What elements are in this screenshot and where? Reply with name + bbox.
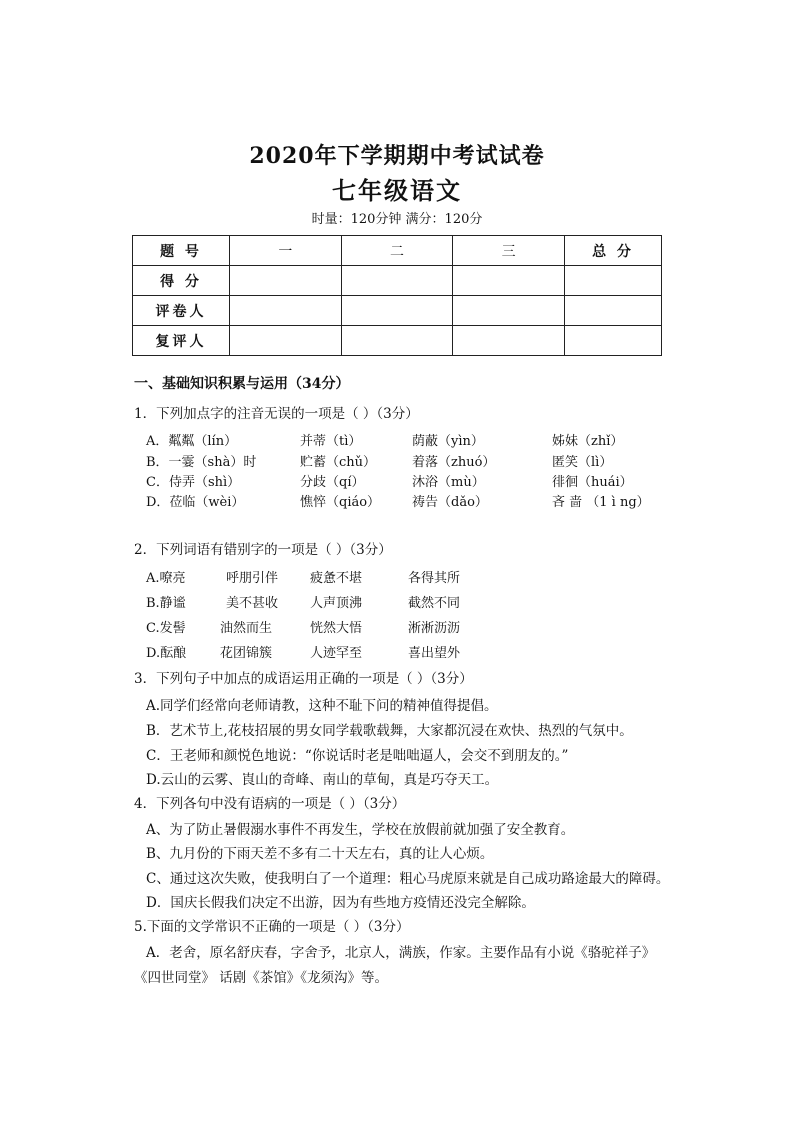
score-cell bbox=[230, 266, 342, 296]
q5-option: A．老舍，原名舒庆春，字舍予，北京人，满族，作家。主要作品有小说《骆驼祥子》 bbox=[146, 945, 656, 961]
score-table-header-row bbox=[133, 236, 662, 266]
q1-option: 姊妹（zhǐ） bbox=[552, 434, 624, 449]
q2-option: 呼朋引伴 bbox=[226, 571, 279, 586]
q2-option: D.酝酿 bbox=[146, 646, 187, 661]
score-cell bbox=[453, 266, 565, 296]
q2-option: 淅淅沥沥 bbox=[408, 621, 461, 636]
q2-option: 美不甚收 bbox=[226, 596, 279, 611]
q2-option: 疲惫不堪 bbox=[310, 571, 363, 586]
score-header-cell: 三 bbox=[453, 236, 565, 266]
q1-option: B．一霎（shà）时 bbox=[146, 455, 257, 470]
score-table-row bbox=[133, 266, 662, 296]
score-row-label: 得 分 bbox=[133, 266, 230, 296]
question-3-stem: 3．下列句子中加点的成语运用正确的一项是（ ）（3分） bbox=[134, 671, 473, 687]
score-header-cell: 总 分 bbox=[565, 236, 662, 266]
q2-option: 人声顶沸 bbox=[310, 596, 363, 611]
score-cell bbox=[341, 326, 453, 356]
score-header-cell: 一 bbox=[230, 236, 342, 266]
q2-option: 花团锦簇 bbox=[220, 646, 273, 661]
score-cell bbox=[565, 326, 662, 356]
q1-option: 吝 啬 （1 ì ng） bbox=[552, 495, 650, 510]
score-table-row bbox=[133, 326, 662, 356]
q4-option: C、通过这次失败，使我明白了一个道理：粗心马虎原来就是自己成功路途最大的障碍。 bbox=[146, 871, 670, 887]
q1-option: 并蒂（tì） bbox=[300, 434, 362, 449]
q3-option: A.同学们经常向老师请教，这种不耻下问的精神值得提倡。 bbox=[146, 698, 498, 714]
q1-option: 分歧（qí） bbox=[300, 475, 365, 490]
score-cell bbox=[565, 296, 662, 326]
q3-option: D.云山的云雾、崀山的奇峰、南山的草甸，真是巧夺天工。 bbox=[146, 772, 499, 788]
q4-option: D．国庆长假我们决定不出游，因为有些地方疫情还没完全解除。 bbox=[146, 895, 535, 911]
q5-option-continued: 《四世同堂》 话剧《茶馆》《龙须沟》等。 bbox=[134, 970, 389, 986]
question-1-stem: 1．下列加点字的注音无误的一项是（ ）（3分） bbox=[134, 406, 419, 422]
question-2-stem: 2．下列词语有错别字的一项是（ ）（3分） bbox=[134, 542, 392, 558]
score-cell bbox=[341, 296, 453, 326]
q1-option: 匿笑（lì） bbox=[552, 455, 613, 470]
score-cell bbox=[565, 266, 662, 296]
score-cell bbox=[230, 326, 342, 356]
q1-option: 憔悴（qiáo） bbox=[300, 495, 381, 510]
q2-option: 恍然大悟 bbox=[310, 621, 363, 636]
q1-option: 贮蓄（chǔ） bbox=[300, 455, 377, 470]
question-4-stem: 4．下列各句中没有语病的一项是（ ）（3分） bbox=[134, 796, 406, 812]
exam-title: 2020年下学期期中考试试卷 bbox=[249, 143, 545, 169]
question-5-stem: 5.下面的文学常识不正确的一项是（ ）（3分） bbox=[134, 919, 410, 935]
q1-option: 荫蔽（yìn） bbox=[412, 434, 484, 449]
q3-option: C．王老师和颜悦色地说：“你说话时老是咄咄逼人，会交不到朋友的。” bbox=[146, 748, 569, 764]
q1-option: C．侍弄（shì） bbox=[146, 475, 241, 490]
q1-option: 祷告（dǎo） bbox=[412, 495, 488, 510]
q1-option: 徘徊（huái） bbox=[552, 475, 633, 490]
score-table-row bbox=[133, 296, 662, 326]
q1-option: 沐浴（mù） bbox=[412, 475, 485, 490]
section-heading: 一、基础知识积累与运用（34分） bbox=[134, 376, 350, 392]
q2-option: 各得其所 bbox=[408, 571, 461, 586]
q1-option: D．莅临（wèi） bbox=[146, 495, 245, 510]
exam-info: 时量：120分钟 满分：120分 bbox=[311, 212, 483, 227]
q3-option: B．艺术节上,花枝招展的男女同学载歌载舞，大家都沉浸在欢快、热烈的气氛中。 bbox=[146, 723, 633, 739]
q2-option: 油然而生 bbox=[220, 621, 273, 636]
score-cell bbox=[453, 296, 565, 326]
q4-option: A、为了防止暑假溺水事件不再发生，学校在放假前就加强了安全教育。 bbox=[146, 822, 575, 838]
q4-option: B、九月份的下雨天差不多有二十天左右，真的让人心烦。 bbox=[146, 846, 494, 862]
score-row-label: 评卷人 bbox=[133, 296, 230, 326]
q2-option: 截然不同 bbox=[408, 596, 461, 611]
score-cell bbox=[341, 266, 453, 296]
q1-option: 着落（zhuó） bbox=[412, 455, 496, 470]
q2-option: 喜出望外 bbox=[408, 646, 461, 661]
exam-subject: 七年级语文 bbox=[332, 176, 462, 205]
score-cell bbox=[453, 326, 565, 356]
q2-option: 人迹罕至 bbox=[310, 646, 363, 661]
score-row-label: 复评人 bbox=[133, 326, 230, 356]
score-header-cell: 二 bbox=[341, 236, 453, 266]
q1-option: A．粼粼（lín） bbox=[146, 434, 238, 449]
score-table bbox=[132, 235, 662, 356]
q2-option: A.嘹亮 bbox=[146, 571, 186, 586]
score-header-cell: 题 号 bbox=[133, 236, 230, 266]
score-cell bbox=[230, 296, 342, 326]
q2-option: B.静谧 bbox=[146, 596, 186, 611]
q2-option: C.发髻 bbox=[146, 621, 186, 636]
